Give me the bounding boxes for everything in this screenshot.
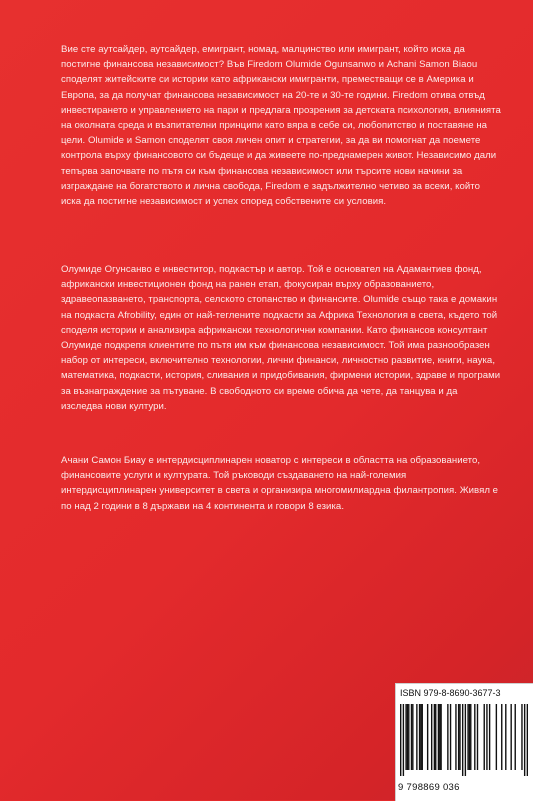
barcode-bar: [501, 704, 502, 770]
barcode-bar: [455, 704, 456, 770]
barcode-bar: [470, 704, 471, 770]
barcode-bar: [527, 704, 528, 776]
author-bio-achani: [61, 453, 501, 514]
barcode-bar: [486, 704, 487, 770]
barcode-bar: [458, 704, 459, 770]
barcode-bar: [440, 704, 441, 770]
barcode-bar: [474, 704, 475, 770]
barcode-bars: [400, 704, 528, 776]
barcode-bar: [489, 704, 490, 770]
barcode-bar: [420, 704, 421, 770]
barcode-bar: [469, 704, 470, 770]
barcode-bar: [427, 704, 428, 770]
barcode-bar: [484, 704, 485, 770]
barcode-bar: [462, 704, 463, 776]
barcode-bar: [510, 704, 511, 770]
barcode-bar: [419, 704, 420, 770]
barcode-bar: [477, 704, 478, 770]
barcode-bar: [447, 704, 448, 770]
barcode-bar: [431, 704, 432, 770]
barcode-bar: [505, 704, 506, 770]
barcode-bar: [434, 704, 435, 770]
barcode-bar: [400, 704, 401, 776]
barcode-bar: [412, 704, 413, 770]
barcode-bar: [496, 704, 497, 770]
barcode-digits: 9 798869 036: [398, 782, 460, 793]
barcode-bar: [465, 704, 466, 776]
barcode-bar: [521, 704, 522, 770]
barcode-bar: [450, 704, 451, 770]
barcode-bar: [515, 704, 516, 770]
barcode-bar: [411, 704, 412, 770]
barcode-bar: [405, 704, 406, 770]
barcode-bar: [439, 704, 440, 770]
barcode-bar: [408, 704, 409, 770]
blurb-text: Вие сте аутсайдер, аутсайдер, емигрант, номад, малцинство или имигрант, който иска да постигне финансова независимост? Във Firedom Olumide Ogunsanwo и Achani Samon Biaou споделят житейските си истории като африкански имигранти, преместващи се в Америка и Европа, за да получат финансова независимост на 20-те и 30-те години. Firedom отива отвъд инвестирането и управлението на пари и предлага прозрения за детската психология, влиянията на околната среда и възпитателни принципи като вяра в себе си, любопитство и поставяне на цели. Olumide и Samon споделят своя личен опит и стратегии, за да ви помогнат да поемете контрола върху финансовото си бъдеще и да живеете по-преднамерен живот. Независимо дали тепърва започвате по пътя си към финансова независимост или търсите нови начини за изграждане на богатството и лична свобода, Firedom е задължително четиво за всеки, който иска да постигне независимост и успех според собствените си условия.: [61, 44, 501, 208]
author-bio-olumide: [61, 262, 501, 414]
isbn-label: ISBN 979-8-8690-3677-3: [400, 688, 501, 698]
barcode-bar: [435, 704, 436, 770]
barcode-bar: [416, 704, 417, 770]
barcode-bar: [422, 704, 423, 770]
barcode-bar: [407, 704, 408, 770]
bio-olumide-text: Олумиде Огунсанво е инвеститор, подкастър и автор. Той е основател на Адамантиев фонд, африкански инвестиционен фонд на ранен етап, фокусиран върху образованието, здравеопазването, транспорта, селското стопанство и финансите. Olumide също така е домакин на подкаста Afrobility, един от най-теглените подкасти за Африка Технология в света, където той споделя истории и анализира африкански технологични компании. Като финансов консултант Олумиде подкрепя клиентите по пътя им към финансова независимост. Той има разнообразен набор от интереси, включително технологии, лични финанси, личностно развитие, книги, наука, математика, подкасти, история, сливания и придобивания, фирмени истории, здраве и програми за възнаграждение за пътуване. В свободното си време обича да чете, да танцува и да изследва нови култури.: [61, 264, 501, 412]
barcode-bar: [467, 704, 468, 770]
barcode-bar: [438, 704, 439, 770]
bio-achani-text: Ачани Самон Биау е интердисциплинарен новатор с интереси в областта на образованието, финансовите услуги и културата. Той ръководи създаването на най-големия интердисциплинарен университет в света и организира многомилиардна филантропия. Живял е по над 2 години в 8 държави на 4 континента и говори 8 езика.: [61, 455, 499, 512]
barcode-bar: [459, 704, 460, 770]
book-blurb: [61, 42, 501, 209]
barcode-bar: [403, 704, 404, 776]
barcode-bar: [524, 704, 525, 776]
isbn-barcode: [395, 683, 533, 801]
